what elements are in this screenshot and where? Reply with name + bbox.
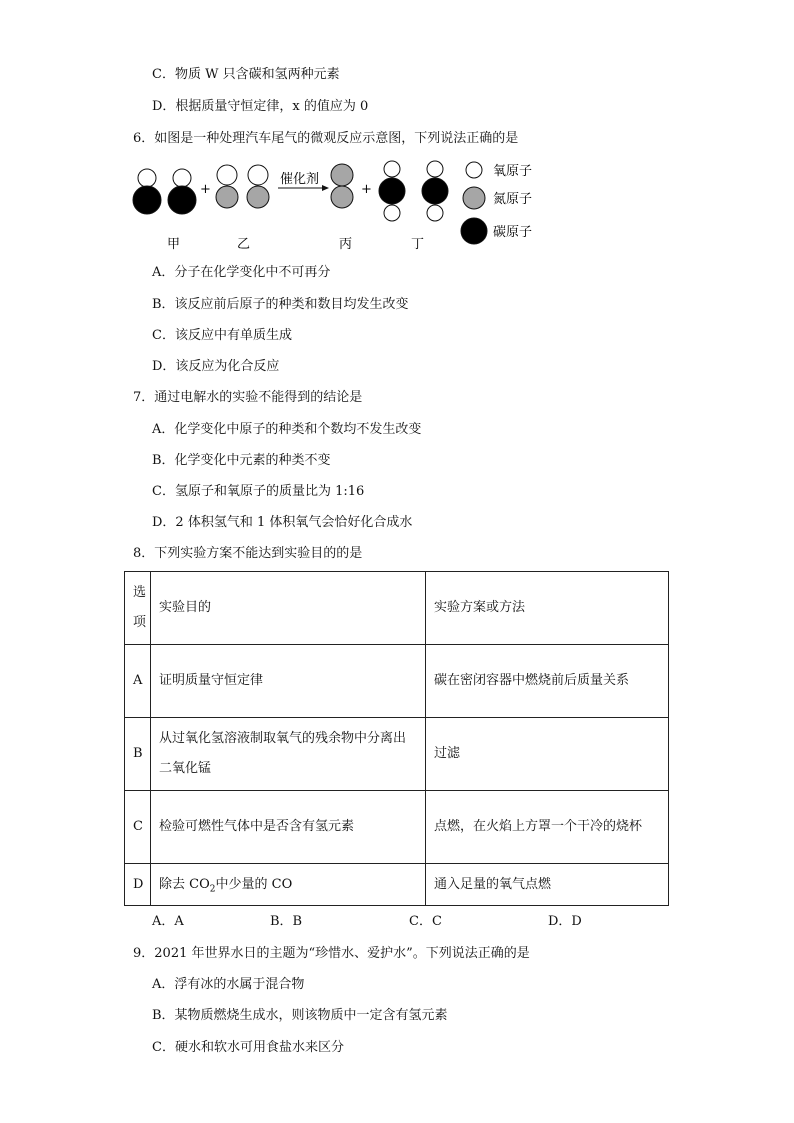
catalyst-label: 催化剂: [280, 172, 320, 187]
q5-option-c: C．物质 W 只含碳和氢两种元素: [152, 67, 340, 82]
q8-choice-d: D．D: [548, 914, 582, 929]
q8-choice-a: A．A: [152, 914, 184, 929]
row-d-method: 通入足量的氧气点燃: [426, 864, 669, 906]
legend-oxygen-swatch: [466, 162, 482, 178]
row-c-option: C: [125, 791, 151, 864]
q8-stem: 8．下列实验方案不能达到实验目的的是: [133, 546, 363, 561]
row-d-option: D: [125, 864, 151, 906]
q6-option-d: D．该反应为化合反应: [152, 359, 280, 374]
q7-option-d: D．2 体积氢气和 1 体积氧气会恰好化合成水: [152, 515, 413, 530]
legend-oxygen-label: 氧原子: [493, 164, 533, 179]
q8-choice-b: B．B: [270, 914, 303, 929]
table-row: [125, 864, 669, 906]
row-b-goal: 从过氧化氢溶液制取氧气的残余物中分离出二氧化锰: [151, 718, 426, 791]
q6-option-b: B．该反应前后原子的种类和数目均发生改变: [152, 297, 409, 312]
q9-option-a: A．浮有冰的水属于混合物: [152, 977, 305, 992]
legend: [461, 162, 532, 244]
product-ding: [379, 161, 448, 221]
row-a-option: A: [125, 645, 151, 718]
q8-choice-c: C．C: [409, 914, 442, 929]
row-c-goal: 检验可燃性气体中是否含有氢元素: [151, 791, 426, 864]
q9-option-c: C．硬水和软水可用食盐水来区分: [152, 1040, 344, 1055]
q6-stem: 6．如图是一种处理汽车尾气的微观反应示意图，下列说法正确的是: [133, 131, 519, 146]
q8-choices: [152, 913, 652, 931]
row-c-method: 点燃，在火焰上方罩一个干冷的烧杯: [426, 791, 669, 864]
reactant-jia: [133, 169, 196, 214]
q7-option-a: A．化学变化中原子的种类和个数均不发生改变: [152, 422, 422, 437]
row-b-option: B: [125, 718, 151, 791]
q7-option-b: B．化学变化中元素的种类不变: [152, 453, 331, 468]
row-a-method: 碳在密闭容器中燃烧前后质量关系: [426, 645, 669, 718]
row-d-goal: [151, 864, 426, 906]
q9-stem: 9．2021 年世界水日的主题为“珍惜水、爱护水”。下列说法正确的是: [133, 946, 530, 961]
table-row: [125, 645, 669, 718]
q7-option-c: C．氢原子和氧原子的质量比为 1:16: [152, 484, 365, 499]
label-jia: 甲: [167, 237, 181, 252]
row-b-method: 过滤: [426, 718, 669, 791]
q6-option-c: C．该反应中有单质生成: [152, 328, 292, 343]
product-bing: [331, 164, 353, 208]
table-row: [125, 718, 669, 791]
q5-option-d: D．根据质量守恒定律，x 的值应为 0: [152, 99, 369, 114]
legend-carbon-label: 碳原子: [493, 225, 533, 240]
label-yi: 乙: [237, 237, 251, 252]
q6-option-a: A．分子在化学变化中不可再分: [152, 265, 331, 280]
reactant-yi: [216, 165, 269, 208]
experiment-table: [124, 571, 669, 906]
label-bing: 丙: [339, 237, 353, 252]
header-goal: 实验目的: [151, 572, 426, 645]
header-option: 选项: [125, 572, 151, 645]
row-d-goal-sub: 2: [209, 884, 216, 895]
reaction-diagram: [130, 160, 550, 260]
plus-sign-2: +: [361, 182, 372, 197]
q7-stem: 7．通过电解水的实验不能得到的结论是: [133, 390, 363, 405]
table-row: [125, 791, 669, 864]
row-a-goal: 证明质量守恒定律: [151, 645, 426, 718]
row-d-goal-pre: 除去 CO: [159, 876, 210, 892]
legend-nitrogen-swatch: [463, 187, 485, 209]
row-d-goal-post: 中少量的 CO: [215, 876, 293, 892]
header-method: 实验方案或方法: [426, 572, 669, 645]
legend-carbon-swatch: [461, 218, 487, 244]
plus-sign-1: +: [200, 182, 211, 197]
label-ding: 丁: [411, 237, 425, 252]
table-header-row: [125, 572, 669, 645]
q9-option-b: B．某物质燃烧生成水，则该物质中一定含有氢元素: [152, 1008, 448, 1023]
legend-nitrogen-label: 氮原子: [493, 192, 533, 207]
